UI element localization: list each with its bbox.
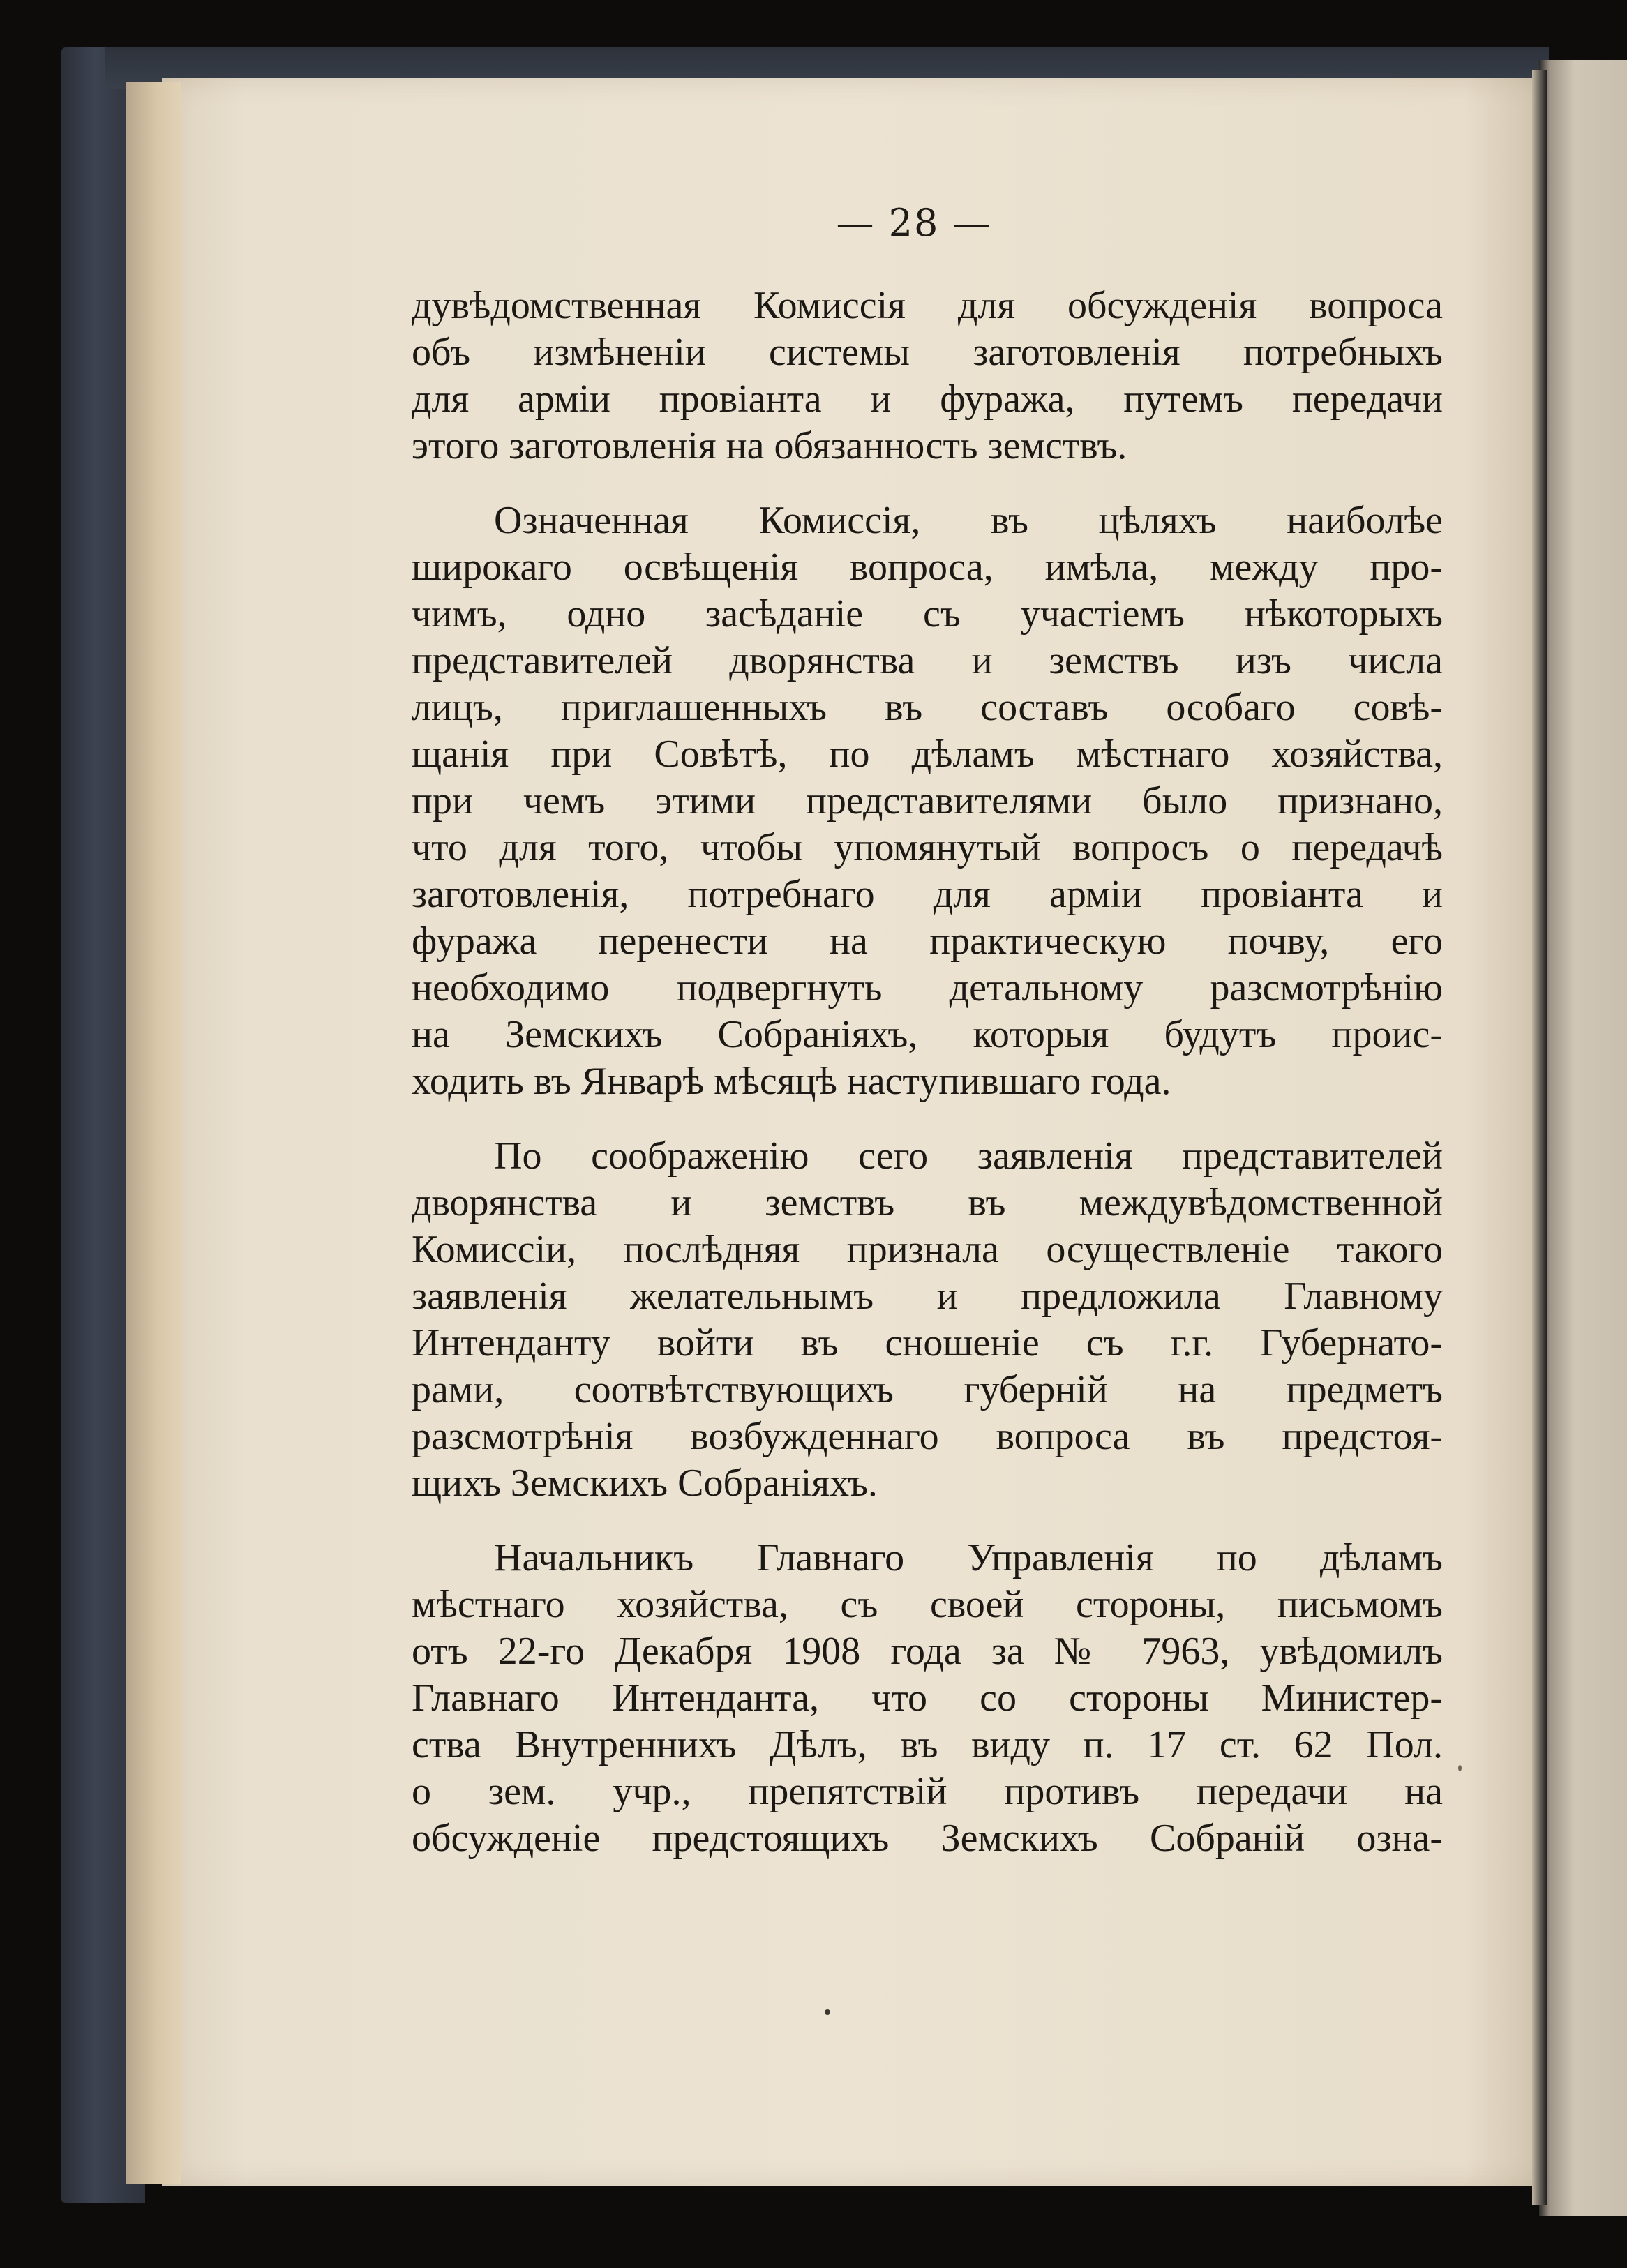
text-line: о зем. учр., препятствій противъ передачи на: [412, 1770, 1443, 1813]
text-line: ства Внутреннихъ Дѣлъ, въ виду п. 17 ст. 62 Пол.: [412, 1723, 1443, 1766]
text-line: мѣстнаго хозяйства, съ своей стороны, письмомъ: [412, 1583, 1443, 1626]
text-line: обсужденіе предстоящихъ Земскихъ Собраній озна-: [412, 1817, 1443, 1860]
text-line: рами, соотвѣтствующихъ губерній на предметъ: [412, 1368, 1443, 1411]
text-line: Означенная Комиссія, въ цѣляхъ наиболѣе: [494, 499, 1443, 542]
text-line: дувѣдомственная Комиссія для обсужденія вопроса: [412, 284, 1443, 327]
text-line: необходимо подвергнуть детальному разсмотрѣнію: [412, 966, 1443, 1009]
text-line: чимъ, одно засѣданіе съ участіемъ нѣкоторыхъ: [412, 592, 1443, 636]
text-line: для арміи провіанта и фуража, путемъ передачи: [412, 377, 1443, 421]
text-line: при чемъ этими представителями было признано,: [412, 779, 1443, 823]
ink-dot: [825, 2009, 830, 2015]
text-line: лицъ, приглашенныхъ въ составъ особаго совѣ-: [412, 686, 1443, 729]
text-line: Главнаго Интенданта, что со стороны Министер-: [412, 1676, 1443, 1720]
text-line: что для того, чтобы упомянутый вопросъ о передачѣ: [412, 826, 1443, 869]
text-line: дворянства и земствъ въ междувѣдомственной: [412, 1181, 1443, 1224]
facing-page-edge: [1539, 60, 1627, 2216]
text-line: отъ 22-го Декабря 1908 года за № 7963, увѣдомилъ: [412, 1630, 1443, 1673]
text-line: ходить въ Январѣ мѣсяцѣ наступившаго года.: [412, 1060, 1171, 1103]
text-line: Начальникъ Главнаго Управленія по дѣламъ: [494, 1536, 1443, 1579]
paragraph: [412, 1535, 1443, 1862]
text-line: щанія при Совѣтѣ, по дѣламъ мѣстнаго хозяйства,: [412, 733, 1443, 776]
text-line: заявленія желательнымъ и предложила Главному: [412, 1275, 1443, 1318]
body-text: [412, 283, 1443, 1890]
paper-speck: [1458, 1765, 1462, 1771]
page-number: — 28 —: [836, 201, 992, 245]
text-line: По соображенію сего заявленія представителей: [494, 1134, 1443, 1178]
text-line: этого заготовленія на обязанность земствъ.: [412, 424, 1127, 467]
paragraph: [412, 283, 1443, 470]
text-line: на Земскихъ Собраніяхъ, которыя будутъ проис-: [412, 1013, 1443, 1056]
book-gutter: [1532, 70, 1547, 2205]
text-line: щихъ Земскихъ Собраніяхъ.: [412, 1462, 878, 1505]
text-line: фуража перенести на практическую почву, его: [412, 919, 1443, 963]
paragraph: [412, 1133, 1443, 1507]
text-line: разсмотрѣнія возбужденнаго вопроса въ предстоя-: [412, 1415, 1443, 1458]
text-line: представителей дворянства и земствъ изъ числа: [412, 639, 1443, 682]
page-stack-edge: [126, 82, 181, 2184]
paragraph: [412, 497, 1443, 1105]
text-line: объ измѣненіи системы заготовленія потребныхъ: [412, 331, 1443, 374]
text-line: широкаго освѣщенія вопроса, имѣла, между про-: [412, 546, 1443, 589]
text-line: Комиссіи, послѣдняя признала осуществленіе такого: [412, 1228, 1443, 1271]
text-line: заготовленія, потребнаго для арміи провіанта и: [412, 873, 1443, 916]
text-line: Интенданту войти въ сношеніе съ г.г. Губернато-: [412, 1321, 1443, 1365]
